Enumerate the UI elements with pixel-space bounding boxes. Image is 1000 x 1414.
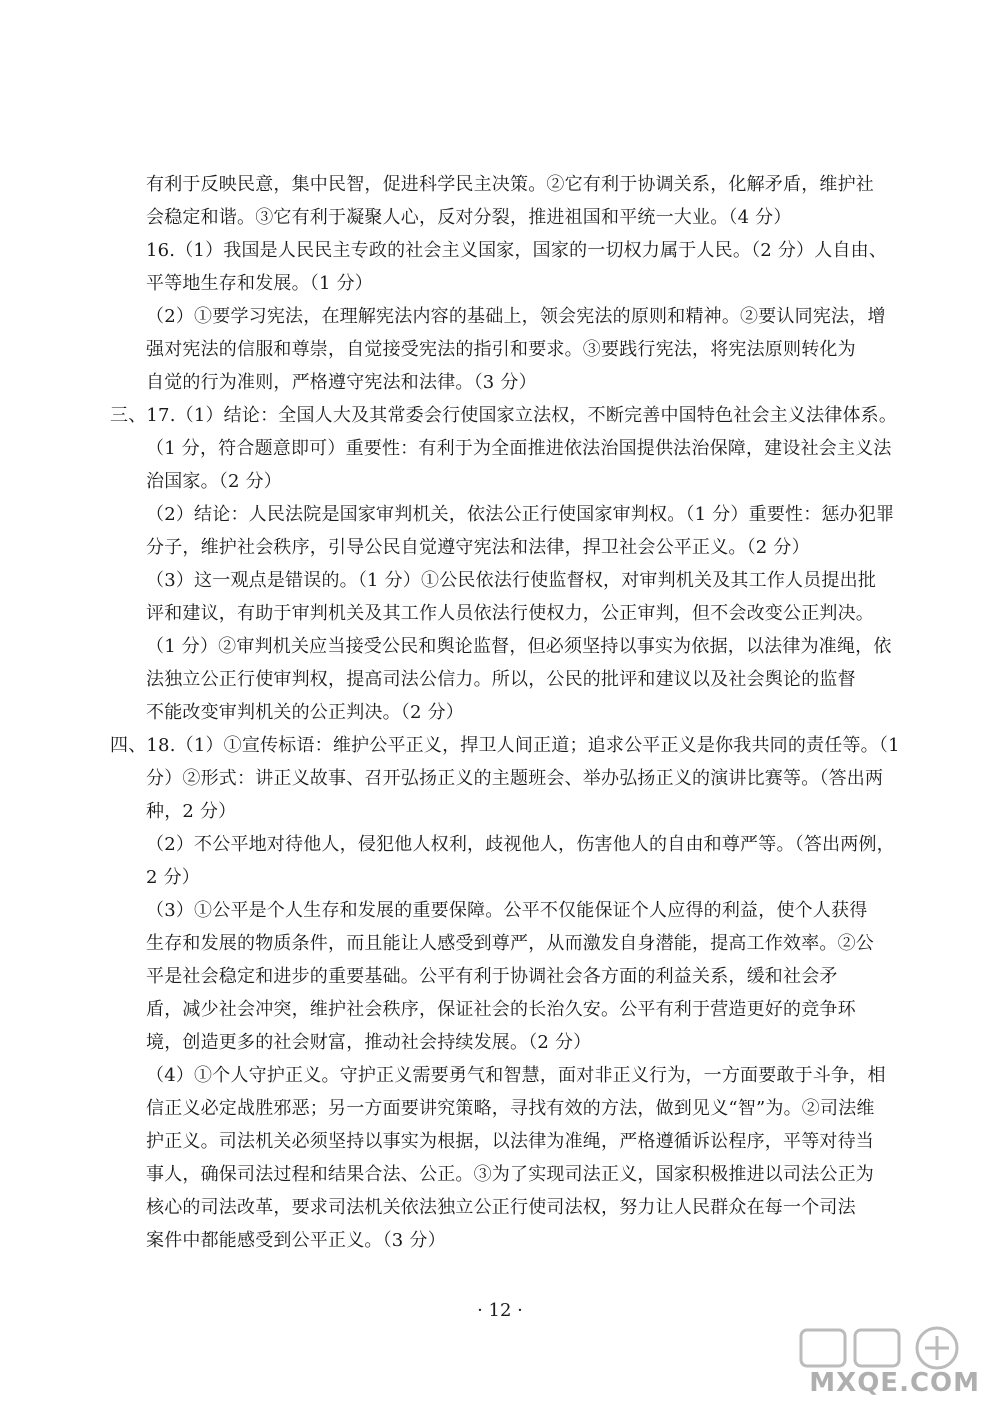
page-number: · 12 · [477,1300,523,1321]
text-line: （3）这一观点是错误的。（1 分）①公民依法行使监督权，对审判机关及其工作人员提出批 [146,570,877,591]
answer-text-block [110,168,910,1257]
text-line: 平是社会稳定和进步的重要基础。公平有利于协调社会各方面的利益关系，缓和社会矛 [146,966,838,987]
text-line: 事人，确保司法过程和结果合法、公正。③为了实现司法正义，国家积极推进以司法公正为 [146,1164,874,1185]
text-line: 核心的司法改革，要求司法机关依法独立公正行使司法权，努力让人民群众在每一个司法 [146,1197,856,1218]
text-line: 平等地生存和发展。（1 分） [146,273,373,294]
text-line: 评和建议，有助于审判机关及其工作人员依法行使权力，公正审判，但不会改变公正判决。 [146,603,874,624]
text-line: 分子，维护社会秩序，引导公民自觉遵守宪法和法律，捍卫社会公平正义。（2 分） [146,537,810,558]
text-line: （1 分，符合题意即可）重要性：有利于为全面推进依法治国提供法治保障，建设社会主义法 [146,438,892,459]
text-line: 2 分） [146,867,200,888]
text-line: （1 分）②审判机关应当接受公民和舆论监督，但必须坚持以事实为依据，以法律为准绳，依 [146,636,892,657]
text-line: 盾，减少社会冲突，维护社会秩序，保证社会的长治久安。公平有利于营造更好的竞争环 [146,999,856,1020]
text-line: 护正义。司法机关必须坚持以事实为根据，以法律为准绳，严格遵循诉讼程序，平等对待当 [146,1131,874,1152]
text-line: 法独立公正行使审判权，提高司法公信力。所以，公民的批评和建议以及社会舆论的监督 [146,669,856,690]
text-line: （2）不公平地对待他人，侵犯他人权利，歧视他人，伤害他人的自由和尊严等。（答出两例， [146,834,895,855]
text-line: （3）①公平是个人生存和发展的重要保障。公平不仅能保证个人应得的利益，使个人获得 [146,900,868,921]
watermark-emblem-icon [797,1324,982,1374]
text-line: （2）①要学习宪法，在理解宪法内容的基础上，领会宪法的原则和精神。②要认同宪法，增 [146,306,886,327]
text-line: 治国家。（2 分） [146,471,282,492]
text-line: 境，创造更多的社会财富，推动社会持续发展。（2 分） [146,1032,592,1053]
text-line: 16.（1）我国是人民民主专政的社会主义国家，国家的一切权力属于人民。（2 分）人自由、 [146,240,888,261]
text-line: 有利于反映民意，集中民智，促进科学民主决策。②它有利于协调关系，化解矛盾，维护社 [146,174,874,195]
text-line: 会稳定和谐。③它有利于凝聚人心，反对分裂，推进祖国和平统一大业。（4 分） [146,207,792,228]
text-line: 不能改变审判机关的公正判决。（2 分） [146,702,464,723]
section-heading-line: 四、18.（1）①宣传标语：维护公平正义，捍卫人间正道；追求公平正义是你我共同的责任等。（1 [110,735,900,756]
text-line: 生存和发展的物质条件，而且能让人感受到尊严，从而激发自身潜能，提高工作效率。②公 [146,933,874,954]
watermark-logo [797,1324,982,1400]
text-line: 种，2 分） [146,801,237,822]
text-line: （4）①个人守护正义。守护正义需要勇气和智慧，面对非正义行为，一方面要敢于斗争，相 [146,1065,886,1086]
watermark-text: MXQE.COM [809,1368,980,1398]
section-heading-line: 三、17.（1）结论：全国人大及其常委会行使国家立法权，不断完善中国特色社会主义法律体系。 [110,405,898,426]
text-line: （2）结论：人民法院是国家审判机关，依法公正行使国家审判权。（1 分）重要性：惩办犯罪 [146,504,895,525]
text-line: 自觉的行为准则，严格遵守宪法和法律。（3 分） [146,372,537,393]
text-line: 强对宪法的信服和尊崇，自觉接受宪法的指引和要求。③要践行宪法，将宪法原则转化为 [146,339,856,360]
text-line: 信正义必定战胜邪恶；另一方面要讲究策略，寻找有效的方法，做到见义“智”为。②司法维 [146,1098,875,1119]
text-line: 分）②形式：讲正义故事、召开弘扬正义的主题班会、举办弘扬正义的演讲比赛等。（答出两 [146,768,884,789]
text-line: 案件中都能感受到公平正义。（3 分） [146,1230,446,1251]
